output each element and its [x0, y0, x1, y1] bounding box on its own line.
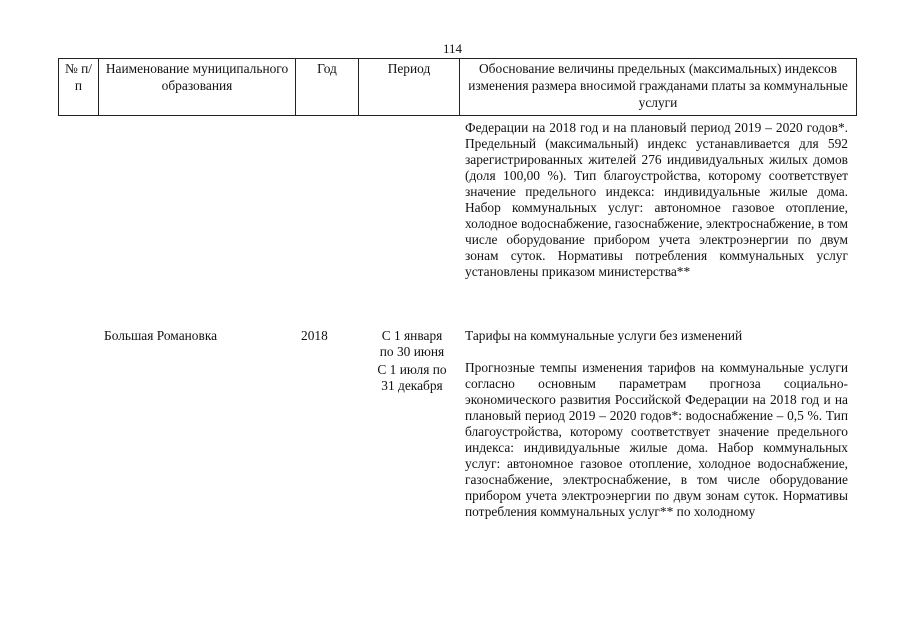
tariff-note: Тарифы на коммунальные услуги без изменений: [465, 328, 743, 343]
period-first-line-1: С 1 января: [381, 328, 443, 343]
header-col-year: Год: [296, 59, 359, 116]
period-second-line-2: 31 декабря: [381, 378, 443, 393]
row-year: 2018: [301, 328, 328, 343]
period-first-line-2: по 30 июня: [379, 344, 445, 359]
header-row: [59, 59, 857, 116]
header-col-number: № п/п: [59, 59, 99, 116]
table-header: [58, 58, 857, 116]
municipality-name: Большая Романовка: [104, 328, 218, 343]
row-period: [362, 328, 462, 394]
basis-paragraph: Прогнозные темпы изменения тарифов на коммунальные услуги согласно основным параметрам прогноза социально-экономического развития Российской Федерации на 2018 год и на плановый период 2019 – 2020 годов*: водоснабжение – 0,5 %. Тип благоустройства, которому соответствует значение предельного индекса: индивидуальные жилые дома. Набор коммунальных услуг: автономное газовое отопление, холодное водоснабжение, газоснабжение, электроснабжение, в том числе оборудование прибором учета электроэнергии по двум зонам суток. Нормативы потребления коммунальных услуг** по холодному: [465, 360, 848, 519]
page-number: 114: [442, 41, 463, 56]
continuation-paragraph: Федерации на 2018 год и на плановый период 2019 – 2020 годов*. Предельный (максимальный) индекс устанавливается для 592 зарегистрированных жителей 276 индивидуальных жилых домов (доля 100,00 %). Тип благоустройства, которому соответствует значение предельного индекса: индивидуальные жилые дома. Набор коммунальных услуг: автономное газовое отопление, холодное водоснабжение, газоснабжение, электроснабжение, в том числе оборудование прибором учета электроэнергии по двум зонам суток. Нормативы потребления коммунальных услуг установлены приказом министерства**: [465, 120, 848, 279]
header-col-municipality: Наименование муниципального образования: [99, 59, 296, 116]
period-second-line-1: С 1 июля по: [377, 362, 447, 377]
header-col-basis: Обоснование величины предельных (максимальных) индексов изменения размера вносимой гражданами платы за коммунальные услуги: [460, 59, 857, 116]
header-col-period: Период: [359, 59, 460, 116]
